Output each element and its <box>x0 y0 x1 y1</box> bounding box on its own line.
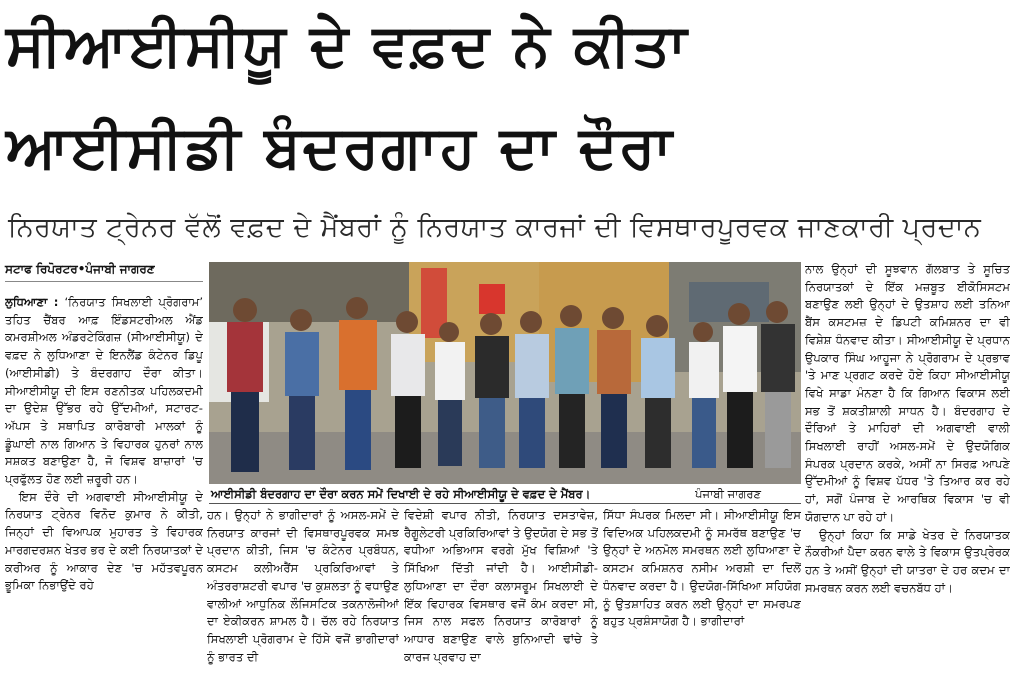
article-paragraph: ਸਿੱਧਾ ਸੰਪਰਕ ਮਿਲਦਾ ਸੀ। ਸੀਆਈਸੀਯੂ ਇਸ ਵਿਦਿਅਕ ਪਹਿਲਕਦਮੀ ਨੂੰ ਸਮਰੱਥ ਬਣਾਉਣ 'ਚ ਉਨ੍ਹਾਂ ਦੇ ਅਨਮੋਲ ਸਮਰਥਨ ਲਈ ਲੁਧਿਆਣਾ ਦੇ ਕਸਟਮ ਕਮਿਸ਼ਨਰ ਨਸੀਮ ਅਰਸ਼ੀ ਦਾ ਦਿਲੋਂ ਧੰਨਵਾਦ ਕਰਦਾ ਹੈ। ਉਦਯੋਗ-ਸਿੱਖਿਆ ਸਹਿਯੋਗ ਨੂੰ ਉਤਸ਼ਾਹਿਤ ਕਰਨ ਲਈ ਉਨ੍ਹਾਂ ਦਾ ਸਮਰਪਣ ਬਹੁਤ ਪ੍ਰਸ਼ੰਸਾਯੋਗ ਹੈ। ਭਾਗੀਦਾਰਾਂ <box>603 508 801 629</box>
photo-credit: ਪੰਜਾਬੀ ਜਾਗਰਣ <box>695 487 761 501</box>
caption-divider <box>209 503 801 504</box>
article-paragraph: ਹਨ। ਉਨ੍ਹਾਂ ਨੇ ਭਾਗੀਦਾਰਾਂ ਨੂੰ ਅਸਲ-ਸਮੇਂ ਦੇ ਨਿਰਯਾਤ ਕਾਰਜਾਂ ਦੀ ਵਿਸਥਾਰਪੂਰਵਕ ਸਮਝ ਪ੍ਰਦਾਨ ਕੀਤੀ, ਜਿਸ 'ਚ ਕੰਟੇਨਰ ਪ੍ਰਬੰਧਨ, ਕਸਟਮ ਕਲੀਅਰੈਂਸ ਪ੍ਰਕਿਰਿਆਵਾਂ ਤੇ ਅੰਤਰਰਾਸ਼ਟਰੀ ਵਪਾਰ 'ਚ ਕੁਸ਼ਲਤਾ ਨੂੰ ਵਧਾਉਣ ਵਾਲੀਆਂ ਆਧੁਨਿਕ ਲੌਜਿਸਟਿਕ ਤਕਨਾਲੋਜੀਆਂ ਦਾ ਏਕੀਕਰਨ ਸ਼ਾਮਲ ਹੈ। ਚੱਲ ਰਹੇ ਨਿਰਯਾਤ ਸਿਖਲਾਈ ਪ੍ਰੋਗਰਾਮ ਦੇ ਹਿੱਸੇ ਵਜੋਂ ਭਾਗੀਦਾਰਾਂ ਨੂੰ ਭਾਰਤ ਦੀ <box>207 508 399 664</box>
byline-divider <box>5 281 203 282</box>
article-photo <box>209 262 801 484</box>
article-paragraph: ਨਾਲ ਉਨ੍ਹਾਂ ਦੀ ਸੂਝਵਾਨ ਗੱਲਬਾਤ ਤੇ ਸੂਚਿਤ ਨਿਰਯਾਤਕਾਂ ਦੇ ਇੱਕ ਮਜ਼ਬੂਤ ਈਕੋਸਿਸਟਮ ਬਣਾਉਣ ਲਈ ਉਨ੍ਹਾਂ ਦੇ ਉਤਸ਼ਾਹ ਲਈ ਤਨਿਆ ਬੈਂਸ ਕਸਟਮਜ਼ ਦੇ ਡਿਪਟੀ ਕਮਿਸ਼ਨਰ ਦਾ ਵੀ ਵਿਸ਼ੇਸ਼ ਧੰਨਵਾਦ ਕੀਤਾ। ਸੀਆਈਸੀਯੂ ਦੇ ਪ੍ਰਧਾਨ ਉਪਕਾਰ ਸਿੰਘ ਆਹੂਜਾ ਨੇ ਪ੍ਰੋਗਰਾਮ ਦੇ ਪ੍ਰਭਾਵ 'ਤੇ ਮਾਣ ਪ੍ਰਗਟ ਕਰਦੇ ਹੋਏ ਕਿਹਾ ਸੀਆਈਸੀਯੂ ਵਿਖੇ ਸਾਡਾ ਮੰਨਣਾ ਹੈ ਕਿ ਗਿਆਨ ਵਿਕਾਸ ਲਈ ਸਭ ਤੋਂ ਸ਼ਕਤੀਸ਼ਾਲੀ ਸਾਧਨ ਹੈ। ਬੰਦਰਗਾਹ ਦੇ ਦੌਰਿਆਂ ਤੇ ਮਾਹਿਰਾਂ ਦੀ ਅਗਵਾਈ ਵਾਲੀ ਸਿਖਲਾਈ ਰਾਹੀਂ ਅਸਲ-ਸਮੇਂ ਦੇ ਉਦਯੋਗਿਕ ਸੰਪਰਕ ਪ੍ਰਦਾਨ ਕਰਕੇ, ਅਸੀਂ ਨਾ ਸਿਰਫ਼ ਆਪਣੇ ਉੱਦਮੀਆਂ ਨੂੰ ਵਿਸ਼ਵ ਪੱਧਰ 'ਤੇ ਤਿਆਰ ਕਰ ਰਹੇ ਹਾਂ, ਸਗੋਂ ਪੰਜਾਬ ਦੇ ਆਰਥਿਕ ਵਿਕਾਸ 'ਚ ਵੀ ਯੋਗਦਾਨ ਪਾ ਰਹੇ ਹਾਂ। <box>805 262 1010 524</box>
article-column-1 <box>5 294 203 694</box>
article-column-4 <box>603 507 801 695</box>
group-photo-illustration <box>209 262 801 484</box>
headline-line-1: ਸੀਆਈਸੀਯੂ ਦੇ ਵਫ਼ਦ ਨੇ ਕੀਤਾ <box>6 11 689 79</box>
article-column-right <box>805 261 1010 695</box>
subheadline: ਨਿਰਯਾਤ ਟ੍ਰੇਨਰ ਵੱਲੋਂ ਵਫ਼ਦ ਦੇ ਮੈਂਬਰਾਂ ਨੂੰ ਨਿਰਯਾਤ ਕਾਰਜਾਂ ਦੀ ਵਿਸਥਾਰਪੂਰਵਕ ਜਾਣਕਾਰੀ ਪ੍ਰਦਾਨ <box>8 212 982 243</box>
article-paragraph <box>5 294 203 489</box>
article-paragraph: ਵਿਦੇਸ਼ੀ ਵਪਾਰ ਨੀਤੀ, ਨਿਰਯਾਤ ਦਸਤਾਵੇਜ਼, ਰੈਗੂਲੇਟਰੀ ਪ੍ਰਕਿਰਿਆਵਾਂ ਤੇ ਉਦਯੋਗ ਦੇ ਸਭ ਤੋਂ ਵਧੀਆ ਅਭਿਆਸ ਵਰਗੇ ਮੁੱਖ ਵਿਸ਼ਿਆਂ 'ਤੇ ਸਿੱਖਿਆ ਦਿੱਤੀ ਜਾਂਦੀ ਹੈ। ਆਈਸੀਡੀ-ਲੁਧਿਆਣਾ ਦਾ ਦੌਰਾ ਕਲਾਸਰੂਮ ਸਿਖਲਾਈ ਦੇ ਇੱਕ ਵਿਹਾਰਕ ਵਿਸਥਾਰ ਵਜੋਂ ਕੰਮ ਕਰਦਾ ਸੀ, ਜਿਸ ਨਾਲ ਸਫਲ ਨਿਰਯਾਤ ਕਾਰੋਬਾਰਾਂ ਨੂੰ ਆਧਾਰ ਬਣਾਉਣ ਵਾਲੇ ਬੁਨਿਆਦੀ ਢਾਂਚੇ ਤੇ ਕਾਰਜ ਪ੍ਰਵਾਹ ਦਾ <box>404 508 598 664</box>
photo-caption-bar <box>209 485 801 503</box>
article-paragraph: ਉਨ੍ਹਾਂ ਕਿਹਾ ਕਿ ਸਾਡੇ ਖੇਤਰ ਦੇ ਨਿਰਯਾਤਕ ਨੌਕਰੀਆਂ ਪੈਦਾ ਕਰਨ ਵਾਲੇ ਤੇ ਵਿਕਾਸ ਉਤਪ੍ਰੇਰਕ ਹਨ ਤੇ ਅਸੀਂ ਉਨ੍ਹਾਂ ਦੀ ਯਾਤਰਾ ਦੇ ਹਰ ਕਦਮ ਦਾ ਸਮਰਥਨ ਕਰਨ ਲਈ ਵਚਨਬੱਧ ਹਾਂ। <box>805 527 1010 595</box>
photo-caption: ਆਈਸੀਡੀ ਬੰਦਰਗਾਹ ਦਾ ਦੌਰਾ ਕਰਨ ਸਮੇਂ ਦਿਖਾਈ ਦੇ ਰਹੇ ਸੀਆਈਸੀਯੂ ਦੇ ਵਫ਼ਦ ਦੇ ਮੈਂਬਰ। <box>211 487 591 501</box>
article-text: ‘ਨਿਰਯਾਤ ਸਿਖਲਾਈ ਪ੍ਰੋਗਰਾਮ’ ਤਹਿਤ ਚੈਂਬਰ ਆਫ਼ ਇੰਡਸਟਰੀਅਲ ਐਂਡ ਕਮਰਸ਼ੀਅਲ ਅੰਡਰਟੇਕਿੰਗਜ਼ (ਸੀਆਈਸੀਯੂ) ਦੇ ਵਫ਼ਦ ਨੇ ਲੁਧਿਆਣਾ ਦੇ ਇਨਲੈਂਡ ਕੰਟੇਨਰ ਡਿਪੂ (ਆਈਸੀਡੀ) ਤੇ ਬੰਦਰਗਾਹ ਦੌਰਾ ਕੀਤਾ। ਸੀਆਈਸੀਯੂ ਦੀ ਇਸ ਰਣਨੀਤਕ ਪਹਿਲਕਦਮੀ ਦਾ ਉਦੇਸ਼ ਉੱਭਰ ਰਹੇ ਉੱਦਮੀਆਂ, ਸਟਾਰਟ-ਅੱਪਸ ਤੇ ਸਥਾਪਿਤ ਕਾਰੋਬਾਰੀ ਮਾਲਕਾਂ ਨੂੰ ਡੂੰਘਾਈ ਨਾਲ ਗਿਆਨ ਤੇ ਵਿਹਾਰਕ ਹੁਨਰਾਂ ਨਾਲ ਸਸ਼ਕਤ ਬਣਾਉਣਾ ਹੈ, ਜੋ ਵਿਸ਼ਵ ਬਾਜ਼ਾਰਾਂ 'ਚ ਪ੍ਰਫੁੱਲਤ ਹੋਣ ਲਈ ਜ਼ਰੂਰੀ ਹਨ। <box>5 295 203 487</box>
article-column-2 <box>207 507 399 695</box>
headline-line-2: ਆਈਸੀਡੀ ਬੰਦਰਗਾਹ ਦਾ ਦੌਰਾ <box>6 113 674 181</box>
byline: ਸਟਾਫ ਰਿਪੋਰਟਰ•ਪੰਜਾਬੀ ਜਾਗਰਣ <box>5 262 155 276</box>
article-paragraph: ਇਸ ਦੌਰੇ ਦੀ ਅਗਵਾਈ ਸੀਆਈਸੀਯੂ ਦੇ ਨਿਰਯਾਤ ਟ੍ਰੇਨਰ ਵਿਨੋਦ ਕੁਮਾਰ ਨੇ ਕੀਤੀ, ਜਿਨ੍ਹਾਂ ਦੀ ਵਿਆਪਕ ਮੁਹਾਰਤ ਤੇ ਵਿਹਾਰਕ ਮਾਰਗਦਰਸ਼ਨ ਖੇਤਰ ਭਰ ਦੇ ਕਈ ਨਿਰਯਾਤਕਾਂ ਦੇ ਕਰੀਅਰ ਨੂੰ ਆਕਾਰ ਦੇਣ 'ਚ ਮਹੱਤਵਪੂਰਨ ਭੂਮਿਕਾ ਨਿਭਾਉਂਦੇ ਰਹੇ <box>5 489 203 593</box>
article-column-3 <box>404 507 598 695</box>
dateline: ਲੁਧਿਆਣਾ : <box>5 295 59 309</box>
